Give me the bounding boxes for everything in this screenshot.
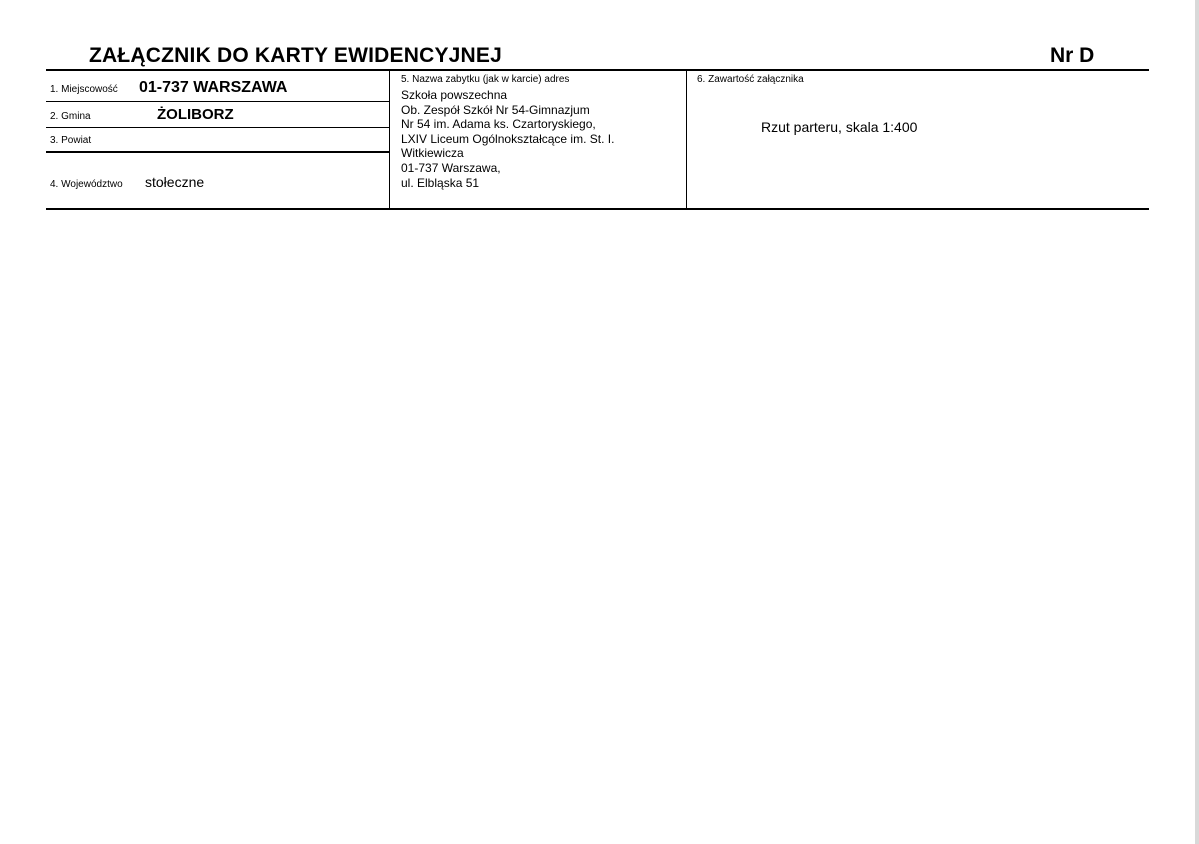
nazwa-zabytku-label: 5. Nazwa zabytku (jak w karcie) adres [401, 74, 570, 85]
wojewodztwo-value: stołeczne [145, 174, 205, 190]
zawartosc-label: 6. Zawartość załącznika [697, 74, 804, 85]
top-rule [46, 69, 1149, 71]
address-line: 01-737 Warszawa, [401, 160, 501, 175]
address-line: Ob. Zespół Szkół Nr 54-Gimnazjum [401, 102, 590, 117]
gmina-value: ŻOLIBORZ [157, 106, 234, 123]
address-line: Nr 54 im. Adama ks. Czartoryskiego, [401, 117, 596, 132]
address-line: Szkoła powszechna [401, 88, 508, 102]
row-divider-1 [46, 101, 390, 102]
powiat-label: 3. Powiat [50, 135, 92, 146]
document-title: ZAŁĄCZNIK DO KARTY EWIDENCYJNEJ [89, 44, 503, 67]
page-edge [1195, 0, 1199, 844]
miejscowosc-label: 1. Miejscowość [50, 84, 118, 95]
address-line: ul. Elbląska 51 [401, 175, 480, 190]
column-divider-1 [389, 71, 390, 209]
row-divider-2 [46, 127, 390, 128]
address-line: LXIV Liceum Ogólnokształcące im. St. I. [401, 131, 615, 146]
document-number: Nr D [1050, 44, 1095, 67]
wojewodztwo-label: 4. Województwo [50, 179, 123, 190]
column-divider-2 [686, 71, 687, 209]
nazwa-zabytku-value [401, 88, 614, 190]
zawartosc-value: Rzut parteru, skala 1:400 [761, 119, 918, 135]
address-line: Witkiewicza [401, 146, 464, 161]
gmina-label: 2. Gmina [50, 111, 91, 122]
row-divider-3 [46, 151, 390, 153]
bottom-rule [46, 208, 1149, 210]
miejscowosc-value: 01-737 WARSZAWA [139, 79, 288, 96]
